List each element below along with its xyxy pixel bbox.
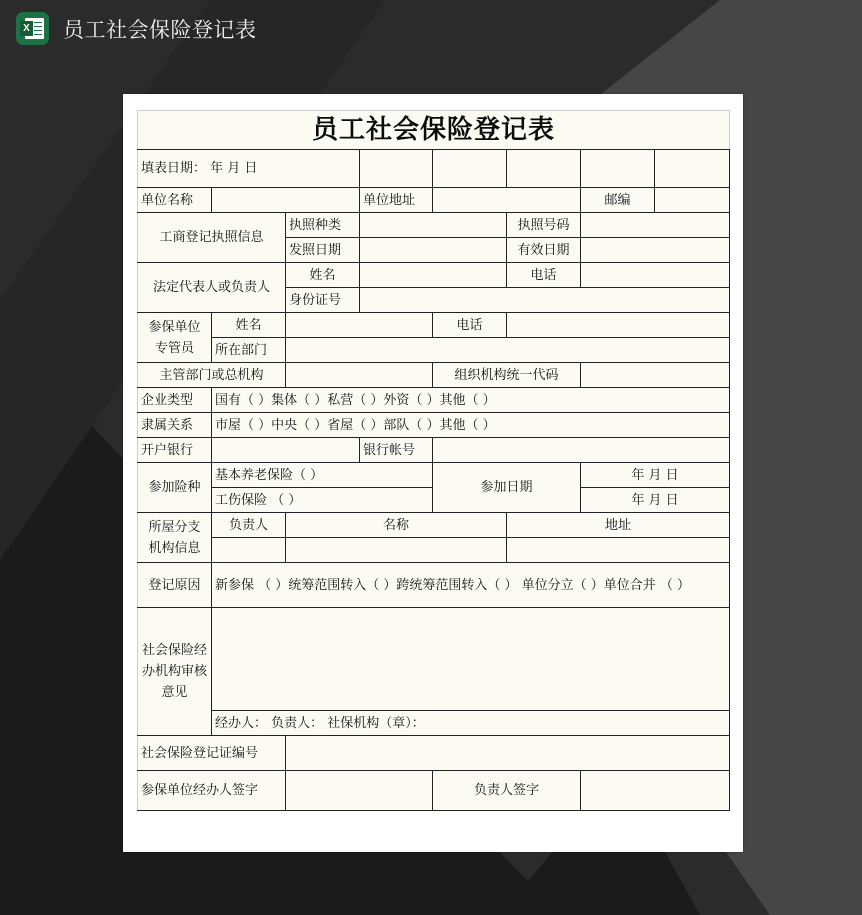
branch-name-input[interactable] [286,538,507,563]
branch-label-line2: 机构信息 [148,540,201,556]
reason-label: 登记原因 [138,563,212,608]
unit-address-input[interactable] [433,188,581,213]
supervisor-input[interactable] [286,363,433,388]
pension-insurance-option[interactable]: 基本养老保险（ ） [212,463,433,488]
opinion-label: 社会保险经办机构审核意见 [138,608,212,736]
department-input[interactable] [286,338,730,363]
title-bar [0,0,862,58]
department-label: 所在部门 [212,338,286,363]
org-code-label: 组织机构统一代码 [433,363,581,388]
bank-account-input[interactable] [433,438,730,463]
blank-cell[interactable] [507,150,581,188]
manager-name-label: 姓名 [212,313,286,338]
opinion-footer: 经办人： 负责人： 社保机构（章）： [212,711,730,736]
cert-number-input[interactable] [286,736,730,771]
blank-cell[interactable] [581,150,655,188]
form-sheet [123,94,743,852]
id-number-label: 身份证号 [286,288,360,313]
handler-sign-input[interactable] [286,771,433,811]
license-number-input[interactable] [581,213,730,238]
enterprise-type-label: 企业类型 [138,388,212,413]
opinion-input[interactable] [212,608,730,711]
join-date-label: 参加日期 [433,463,581,513]
valid-date-input[interactable] [581,238,730,263]
manager-phone-label: 电话 [433,313,507,338]
blank-cell[interactable] [433,150,507,188]
legal-rep-name-label: 姓名 [286,263,360,288]
manager-phone-input[interactable] [507,313,730,338]
affiliation-label: 隶属关系 [138,413,212,438]
unit-address-label: 单位地址 [360,188,433,213]
injury-insurance-option[interactable]: 工伤保险 （ ） [212,488,433,513]
bank-account-label: 银行帐号 [360,438,433,463]
join-date-2-field[interactable]: 年 月 日 [581,488,730,513]
branch-address-label: 地址 [507,513,730,538]
unit-name-label: 单位名称 [138,188,212,213]
manager-name-input[interactable] [286,313,433,338]
fill-date-field[interactable]: 填表日期： 年 月 日 [138,150,360,188]
registration-form-table [137,110,730,811]
license-type-input[interactable] [360,213,507,238]
cert-number-label: 社会保险登记证编号 [138,736,286,771]
business-license-label: 工商登记执照信息 [138,213,286,263]
branch-head-input[interactable] [212,538,286,563]
form-title: 员工社会保险登记表 [138,111,730,150]
unit-name-input[interactable] [212,188,360,213]
legal-rep-phone-input[interactable] [581,263,730,288]
window-title: 员工社会保险登记表 [63,18,257,42]
branch-label-line1: 所屋分支 [148,519,201,535]
handler-sign-label: 参保单位经办人签字 [138,771,286,811]
join-date-1-field[interactable]: 年 月 日 [581,463,730,488]
bank-input[interactable] [212,438,360,463]
supervisor-label: 主管部门或总机构 [138,363,286,388]
valid-date-label: 有效日期 [507,238,581,263]
id-number-input[interactable] [360,288,730,313]
affiliation-options[interactable]: 市屋（ ）中央（ ）省屋（ ）部队（ ）其他（ ） [212,413,730,438]
branch-head-label: 负责人 [212,513,286,538]
issue-date-input[interactable] [360,238,507,263]
postcode-label: 邮编 [581,188,655,213]
excel-icon: X [16,12,49,45]
legal-rep-label: 法定代表人或负责人 [138,263,286,313]
legal-rep-phone-label: 电话 [507,263,581,288]
blank-cell[interactable] [655,150,730,188]
manager-label-line2: 专管员 [154,340,194,356]
org-code-input[interactable] [581,363,730,388]
issue-date-label: 发照日期 [286,238,360,263]
branch-info-label [138,513,212,563]
head-sign-input[interactable] [581,771,730,811]
branch-address-input[interactable] [507,538,730,563]
branch-name-label: 名称 [286,513,507,538]
manager-label-line1: 参保单位 [148,319,201,335]
legal-rep-name-input[interactable] [360,263,507,288]
blank-cell[interactable] [360,150,433,188]
manager-label [138,313,212,363]
reason-options[interactable]: 新参保 （ ）统筹范围转入（ ）跨统筹范围转入（ ） 单位分立（ ）单位合并 （ ） [212,563,730,608]
postcode-input[interactable] [655,188,730,213]
insurance-type-label: 参加险种 [138,463,212,513]
head-sign-label: 负责人签字 [433,771,581,811]
bank-label: 开户银行 [138,438,212,463]
license-number-label: 执照号码 [507,213,581,238]
license-type-label: 执照种类 [286,213,360,238]
enterprise-type-options[interactable]: 国有（ ）集体（ ）私营（ ）外资（ ）其他（ ） [212,388,730,413]
